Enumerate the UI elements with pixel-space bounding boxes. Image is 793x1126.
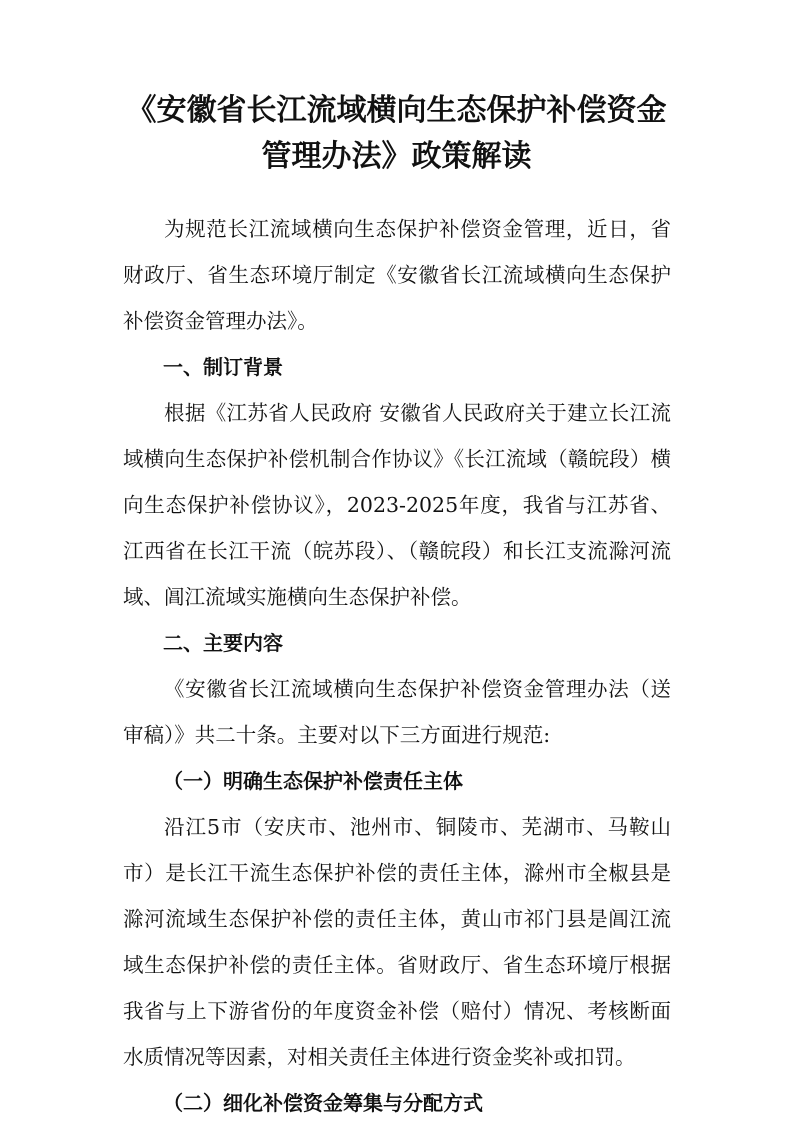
section-heading-main-content: 二、主要内容 xyxy=(163,631,283,655)
main-content-paragraph: 《安徽省长江流域横向生态保护补偿资金管理办法（送审稿）》共二十条。主要对以下三方面进行规范: xyxy=(123,677,671,747)
background-paragraph: 根据《江苏省人民政府 安徽省人民政府关于建立长江流域横向生态保护补偿机制合作协议》《长江流域（赣皖段）横向生态保护补偿协议》，2023-2025年度，我省与江苏省、江西省在长江干流（皖苏段）、（赣皖段）和长江支流滁河流域、阊江流域实施横向生态保护补偿。 xyxy=(123,401,671,609)
intro-paragraph: 为规范长江流域横向生态保护补偿资金管理，近日，省财政厅、省生态环境厅制定《安徽省长江流域横向生态保护补偿资金管理办法》。 xyxy=(123,217,671,333)
subsection-heading-responsibility: （一）明确生态保护补偿责任主体 xyxy=(163,769,463,793)
responsibility-paragraph: 沿江5市（安庆市、池州市、铜陵市、芜湖市、马鞍山市）是长江干流生态保护补偿的责任主体，滁州市全椒县是滁河流域生态保护补偿的责任主体，黄山市祁门县是阊江流域生态保护补偿的责任主体。省财政厅、省生态环境厅根据我省与上下游省份的年度资金补偿（赔付）情况、考核断面水质情况等因素，对相关责任主体进行资金奖补或扣罚。 xyxy=(123,815,671,1069)
title-line-1: 《安徽省长江流域横向生态保护补偿资金 xyxy=(126,93,667,128)
page-title xyxy=(100,88,693,180)
title-line-2: 管理办法》政策解读 xyxy=(261,139,532,174)
section-heading-background: 一、制订背景 xyxy=(163,355,283,379)
document-body xyxy=(123,206,671,1126)
subsection-heading-fund-allocation: （二）细化补偿资金筹集与分配方式 xyxy=(163,1091,483,1115)
